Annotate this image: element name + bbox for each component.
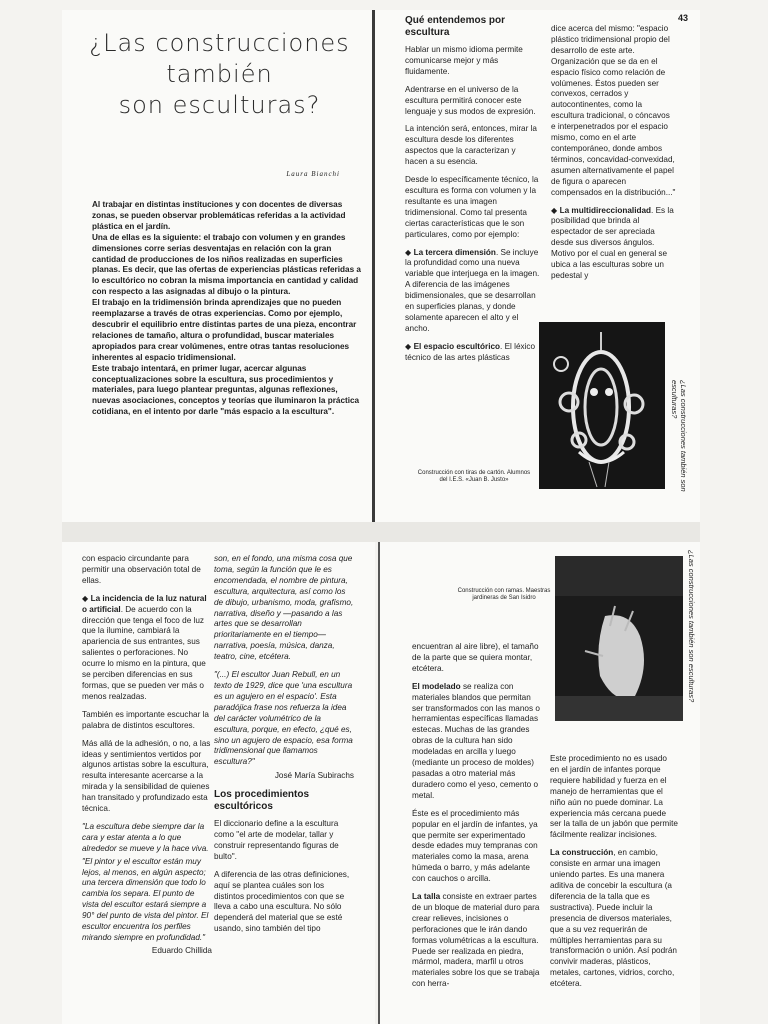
page-top-left: [62, 10, 375, 522]
paragraph: Adentrarse en el universo de la escultura permitirá conocer este lenguaje y sus modos de expresión.: [405, 84, 536, 116]
bullet-title: El espacio escultórico: [413, 341, 501, 351]
paragraph: encuentran al aire libre), el tamaño de la parte que se quiera montar, etcétera.: [412, 642, 539, 673]
bullet-paragraph: ◆ La tercera dimensión. Se incluye la profundidad como una nueva variable que interjuega en la imagen. A diferencia de las imágenes bidimensionales, que se desarrollan en superficies planas, y donde solamente aparecen el alto y el ancho.: [405, 247, 540, 333]
intro-paragraph: Este trabajo intentará, en primer lugar, acercar algunas conceptualizaciones sobre la escultura, sus procedimientos y materiales, para luego plantear preguntas, algunas reflexiones, nuevas asociaciones, conceptos y teorías que iluminaron la práctica cotidiana, en el intento por darle "más espacio a la escultura".: [92, 363, 360, 417]
column-1: [82, 554, 212, 964]
running-side-title: ¿Las construcciones también son esculturas?: [687, 550, 696, 703]
quote: "El pintor y el escultor están muy lejos, al menos, en algún aspecto; una tercera dimensión que todo lo cambia los separa. El punto de vista del escultor estará siempre a 90° del punto de vista del pintor. El escultor encuentra los perfiles mirando siempre en profundidad.": [82, 856, 209, 942]
scan-separator: [62, 522, 700, 542]
paragraph: Este procedimiento no es usado en el jardín de infantes porque requiere habilidad y fuerza en el manejo de herramientas que el niño aún no puede dominar. La experiencia más cercana puede ser la talla de un jabón que permite fácilmente realizar incisiones.: [550, 754, 678, 840]
quote-author: José María Subirachs: [274, 771, 354, 781]
section-heading: Los procedimientos escultóricos: [214, 789, 310, 813]
intro-paragraph: Al trabajar en distintas instituciones y con docentes de diversas zonas, se pueden observar problemáticas referidas a la actividad plástica en el jardín.: [92, 200, 346, 231]
quote: son, en el fondo, una misma cosa que toma, según la función que le es encomendada, el nombre de pintura, escultura, arquitectura, así como los de dibujo, urbanismo, moda, grafismo, narrativa, diseño y —pasando a las artes que se desarrollan prioritariamente en el tiempo— narrativa, poesía, música, danza, teatro, cine, etcétera.: [214, 554, 354, 662]
photo-caption: Construcción con tiras de cartón. Alumnos del I.E.S. «Juan B. Justo»: [417, 470, 531, 483]
bullet-text: . Se incluye la profundidad como una nueva variable que interjuega en la imagen. A diferencia de las imágenes bidimensionales, que se desarrollan en superficies planas, y donde solamente aparecen el alto y el ancho.: [405, 247, 540, 333]
bullet-title: La incidencia de la luz natural o artificial: [82, 593, 207, 614]
sculpture-image: [539, 322, 665, 489]
running-side-title: ¿Las construcciones también son esculturas?: [670, 380, 688, 492]
term-text: consiste en extraer partes de un bloque de material duro para crear relieves, incisiones o perforaciones que le irán dando formas volumétricas a la escultura. Puede ser realizada en piedra, mármol, madera, marfil u otros materiales sobre los que se trabaja con herra-: [412, 892, 540, 989]
column-2: [550, 754, 678, 997]
page-bottom-right: [380, 542, 700, 1024]
term-text: se realiza con materiales blandos que permitan ser transformados con las manos o herramientas específicas llamadas estecas. Muchas de las grandes obras de la cultura han sido modeladas en arcilla y luego (mediante un proceso de moldes) pasadas a otro material más duradero como el yeso, cemento o metal.: [412, 681, 540, 800]
column-2: [551, 24, 676, 289]
paragraph: con espacio circundante para permitir una observación total de ellas.: [82, 554, 201, 585]
photo-caption: Construcción con ramas. Maestras jardineras de San Isidro: [457, 588, 551, 601]
paragraph: dice acerca del mismo: "espacio plástico tridimensional propio del desarrollo de este arte. Organización que se da en el espacio físico como relación de volúmenes. Éstos pueden ser convexos, cerrados y autocontinentes, como la escultura tradicional, o cóncavos e interpenetrados por el espacio mismo, como en el arte contemporáneo, donde ambos términos, concavidad-convexidad, asumen alternativamente el papel de figura o aparecen compensados en la distribución...": [551, 24, 676, 197]
column-2: [214, 554, 354, 942]
term: La construcción: [550, 848, 614, 858]
column-1: [412, 642, 540, 997]
bullet-title: La multidireccionalidad: [559, 205, 652, 215]
term-text: , en cambio, consiste en armar una imagen uniendo partes. Es una manera aditiva de concebir la escultura (a diferencia de la talla que es sustractiva). Puede incluir la presencia de diversos materiales, que a su vez requerirán de múltiples herramientas para su transformación o unión. Así podrán convivir maderas, plásticos, metales, cartones, vidrios, corcho, etcétera.: [550, 848, 677, 989]
bullet-paragraph: ◆ La multidireccionalidad. Es la posibilidad que brinda al espectador de ser apreciada desde sus diversos ángulos. Motivo por el cual en general se ubica a las esculturas sobre un pedestal y: [551, 205, 674, 280]
paragraph: La intención será, entonces, mirar la escultura desde los diferentes aspectos que la caracterizan y hacen a su esencia.: [405, 124, 537, 167]
term: La talla: [412, 892, 441, 902]
term: El modelado: [412, 681, 461, 691]
quote-author: Eduardo Chillida: [151, 945, 212, 955]
paragraph: Hablar un mismo idioma permite comunicarse mejor y más fluidamente.: [405, 45, 523, 76]
intro-paragraph: Una de ellas es la siguiente: el trabajo con volumen y en grandes dimensiones corre serias desventajas en relación con la gran cantidad de producciones de los niños realizadas en superficies planas. Es decir, que las ofertas de experiencias plásticas referidas a lo escultórico no cobran la misma importancia en cantidad y calidad con respecto a las asignadas al dibujo o la pintura.: [92, 232, 361, 297]
construction-image: [555, 556, 683, 721]
paragraph: A diferencia de las otras definiciones, aquí se plantea cuáles son los distintos procedimientos con que se lleva a cabo una escultura. No sólo dependerá del material que se esté usando, sino también del tipo: [214, 869, 350, 934]
title-line-3: son esculturas?: [118, 91, 321, 119]
paragraph: Desde lo específicamente técnico, la escultura es forma con volumen y la resultante es una imagen tridimensional. Como tal presenta ciertas características que le son particulares, como por ejemplo:: [405, 175, 539, 239]
bullet-text: . De acuerdo con la dirección que tenga el foco de luz que la ilumine, cambiará la apariencia de sus entrantes, sus salientes o perforaciones. No ocurre lo mismo en la pintura, que se perciben diferencias en sus formas, que se pueden ver más o menos realzadas.: [82, 604, 206, 701]
photo-branch-construction: [555, 556, 683, 721]
paragraph: [412, 892, 540, 990]
author-name: Laura Bianchi: [286, 170, 340, 178]
paragraph: [412, 682, 540, 802]
quote: "(...) El escultor Juan Rebull, en un texto de 1929, dice que 'una escultura es un agujero en el espacio'. Esta paradójica frase nos refuerza la idea del carácter volumétrico de la escultura, porque, en efecto, ¿qué es, sino un agujero de espacio, esa forma tridimensional que llamamos escultura?": [214, 670, 353, 767]
page-bottom-left: [62, 542, 375, 1024]
page-number: 43: [677, 13, 688, 23]
article-title: [72, 28, 367, 121]
intro-paragraph: El trabajo en la tridimensión brinda aprendizajes que no pueden reemplazarse a través de otras experiencias. Como por ejemplo, descubrir el equilibrio entre distintas partes de una pieza, encontrar relaciones de tamaño, altura o profundidad, buscar materiales apropiados para crear volúmenes, entre otras tantas resoluciones inherentes al espacio tridimensional.: [92, 298, 357, 362]
paragraph: El diccionario define a la escultura como "el arte de modelar, tallar y construir representando figuras de bulto".: [214, 819, 339, 861]
title-line-1: ¿Las construcciones: [89, 29, 350, 57]
paragraph: Éste es el procedimiento más popular en el jardín de infantes, ya que permite ser experimentado desde edades muy tempranas con materiales como la masa, arena húmeda o barro, y más adelante con cauchos o arcilla.: [412, 808, 538, 884]
quote: "La escultura debe siempre dar la cara y estar atenta a lo que alrededor se mueve y la hace viva.: [82, 821, 209, 853]
bullet-title: La tercera dimensión: [413, 247, 496, 257]
photo-cardboard-sculpture: [539, 322, 665, 489]
intro-text: [92, 200, 362, 418]
bullet-paragraph: ◆ El espacio escultórico. El léxico técnico de las artes plásticas: [405, 341, 536, 362]
bullet-text: . El léxico técnico de las artes plásticas: [405, 341, 536, 362]
section-heading: Qué entendemos por escultura: [405, 15, 506, 38]
title-line-2: también: [166, 60, 273, 88]
paragraph: Más allá de la adhesión, o no, a las ideas y sentimientos vertidos por algunos artistas sobre la escultura, resulta interesante acercarse a la mirada y la sensibilidad de quienes han transitado y profundizado esta técnica.: [82, 738, 211, 814]
paragraph: [550, 848, 678, 990]
bullet-text: . Es la posibilidad que brinda al espectador de ser apreciada desde sus diversos ángulos. Motivo por el cual en general se ubica a las esculturas sobre un pedestal y: [551, 205, 674, 280]
page-top-right: [375, 10, 700, 522]
bullet-paragraph: ◆ La incidencia de la luz natural o artificial. De acuerdo con la dirección que tenga el foco de luz que la ilumine, cambiará la apariencia de sus entrantes, sus salientes o perforaciones. No ocurre lo mismo en la pintura, que se perciben diferencias en sus formas, que se pueden ver más o menos realzadas.: [82, 593, 207, 701]
column-1: [405, 15, 540, 371]
paragraph: También es importante escuchar la palabra de distintos escultores.: [82, 709, 209, 730]
